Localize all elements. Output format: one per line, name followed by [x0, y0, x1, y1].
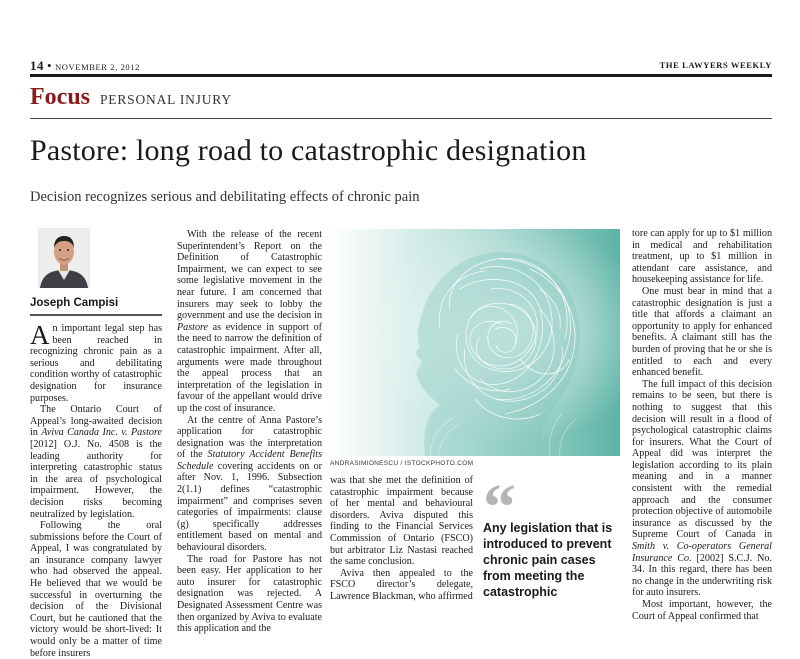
header-rule	[30, 74, 772, 77]
publication-name: THE LAWYERS WEEKLY	[659, 60, 772, 70]
page-number: 14	[30, 58, 44, 73]
paragraph: At the centre of Anna Pastore’s application for catastrophic designation was the interpretation of the Statutory Accident Benefits Schedule covering accidents on or after Nov. 1, 1996. Subsection 2(1.1) defines “catastrophic impairment” and comprises seven categories of impairments: clause (g) specifically addresses entitlement based on mental and behavioural disorders.	[177, 414, 322, 554]
statute-citation: Statutory Accident Benefits Schedule	[177, 449, 322, 472]
article-illustration	[330, 229, 620, 456]
article-column-4	[632, 228, 772, 622]
issue-date: NOVEMBER 2, 2012	[55, 62, 140, 72]
article-headline: Pastore: long road to catastrophic designation	[30, 134, 587, 167]
quote-mark-icon: “	[483, 471, 516, 544]
paragraph: The Ontario Court of Appeal’s long-awaited decision in Aviva Canada Inc. v. Pastore [2012] O.J. No. 4508 is the leading authority for interpreting catastrophic status in the area of psychological impairment. However, the decision risks becoming neutralized by legislation.	[30, 404, 162, 520]
paragraph: One must bear in mind that a catastrophic designation is just a title that affords a claimant an opportunity to apply for enhanced benefits. A claimant still has the burden of proving that he or she is entitled to each and every enhanced benefit.	[632, 285, 772, 379]
page-number-date	[30, 58, 140, 74]
paragraph: Most important, however, the Court of Appeal confirmed that	[632, 599, 772, 622]
author-photo	[38, 228, 90, 288]
header-separator: •	[47, 58, 53, 73]
photo-credit: ANDRASIMIONESCU / ISTOCKPHOTO.COM	[330, 460, 474, 467]
paragraph: The road for Pastore has not been easy. Her application to her auto insurer for catastrophic designation was rejected. A Designated Assessment Centre was then organized by Aviva to evaluate this application and the	[177, 553, 322, 635]
page-header	[30, 58, 772, 72]
subsection-name: PERSONAL INJURY	[100, 92, 232, 107]
paragraph: Following the oral submissions before the Court of Appeal, I was congratulated by an insurance company lawyer who had observed the appeal. He believed that we would be successful in overturning the decision of the Divisional Court, but he cautioned that the victory would be short-lived: It would only be a matter of time before insurers	[30, 520, 162, 659]
author-byline: Joseph Campisi	[30, 297, 119, 309]
case-citation: Smith v. Co-operators General Insurance Co.	[632, 541, 772, 564]
article-column-2	[177, 229, 322, 635]
paragraph: The full impact of this decision remains to be seen, but there is nothing to suggest that this decision will result in a flood of psychological catastrophic claims for insurers. What the Court of Appeal did was interpret the legislation according to its plain meaning and in a manner consistent with the remedial approach and the consumer protection objective of automobile insurance as discussed by the Supreme Court of Canada in Smith v. Co-operators General Insurance Co. [2002] S.C.J. No. 34. In this regard, there has been no change in the underwriting risk for auto insurers.	[632, 378, 772, 599]
article-column-3	[330, 475, 473, 603]
case-citation: Pastore	[177, 321, 209, 333]
section-name: Focus	[30, 84, 90, 110]
article-column-1	[30, 320, 162, 659]
pull-quote: Any legislation that is introduced to prevent chronic pain cases from meeting the catastrophic	[483, 521, 613, 599]
paragraph: Aviva then appealed to the FSCO director’s delegate, Lawrence Blackman, who affirmed	[330, 567, 473, 602]
section-heading	[30, 84, 232, 112]
paragraph: tore can apply for up to $1 million in medical and rehabilitation treatment, up to $1 million in attendant care assistance, and housekeeping assistance for life.	[632, 228, 772, 286]
article-deck: Decision recognizes serious and debilitating effects of chronic pain	[30, 189, 420, 205]
case-citation: Aviva Canada Inc. v. Pastore	[41, 427, 162, 439]
paragraph: An important legal step has been reached in recognizing chronic pain as a serious and debilitating condition worthy of catastrophic designation for insurance purposes.	[30, 320, 162, 404]
paragraph: With the release of the recent Superintendent’s Report on the Definition of Catastrophic Impairment, we can expect to see some legislative movement in the near future. I am concerned that insurers may seek to lobby the government and use the decision in Pastore as evidence in support of the need to narrow the definition of catastrophic impairment. After all, arguments were made throughout the appeal process that an interpretation of the legislation in favour of the appellant would drive up the cost of insurance.	[177, 229, 322, 414]
byline-rule	[30, 314, 162, 316]
paragraph: was that she met the definition of catastrophic impairment because of her mental and behavioural disorders. Aviva disputed this finding to the Financial Services Commission of Ontario (FSCO) but arbitrator Liz Nastasi reached the same conclusion.	[330, 475, 473, 568]
section-rule	[30, 118, 772, 119]
drop-cap: A	[30, 320, 50, 350]
